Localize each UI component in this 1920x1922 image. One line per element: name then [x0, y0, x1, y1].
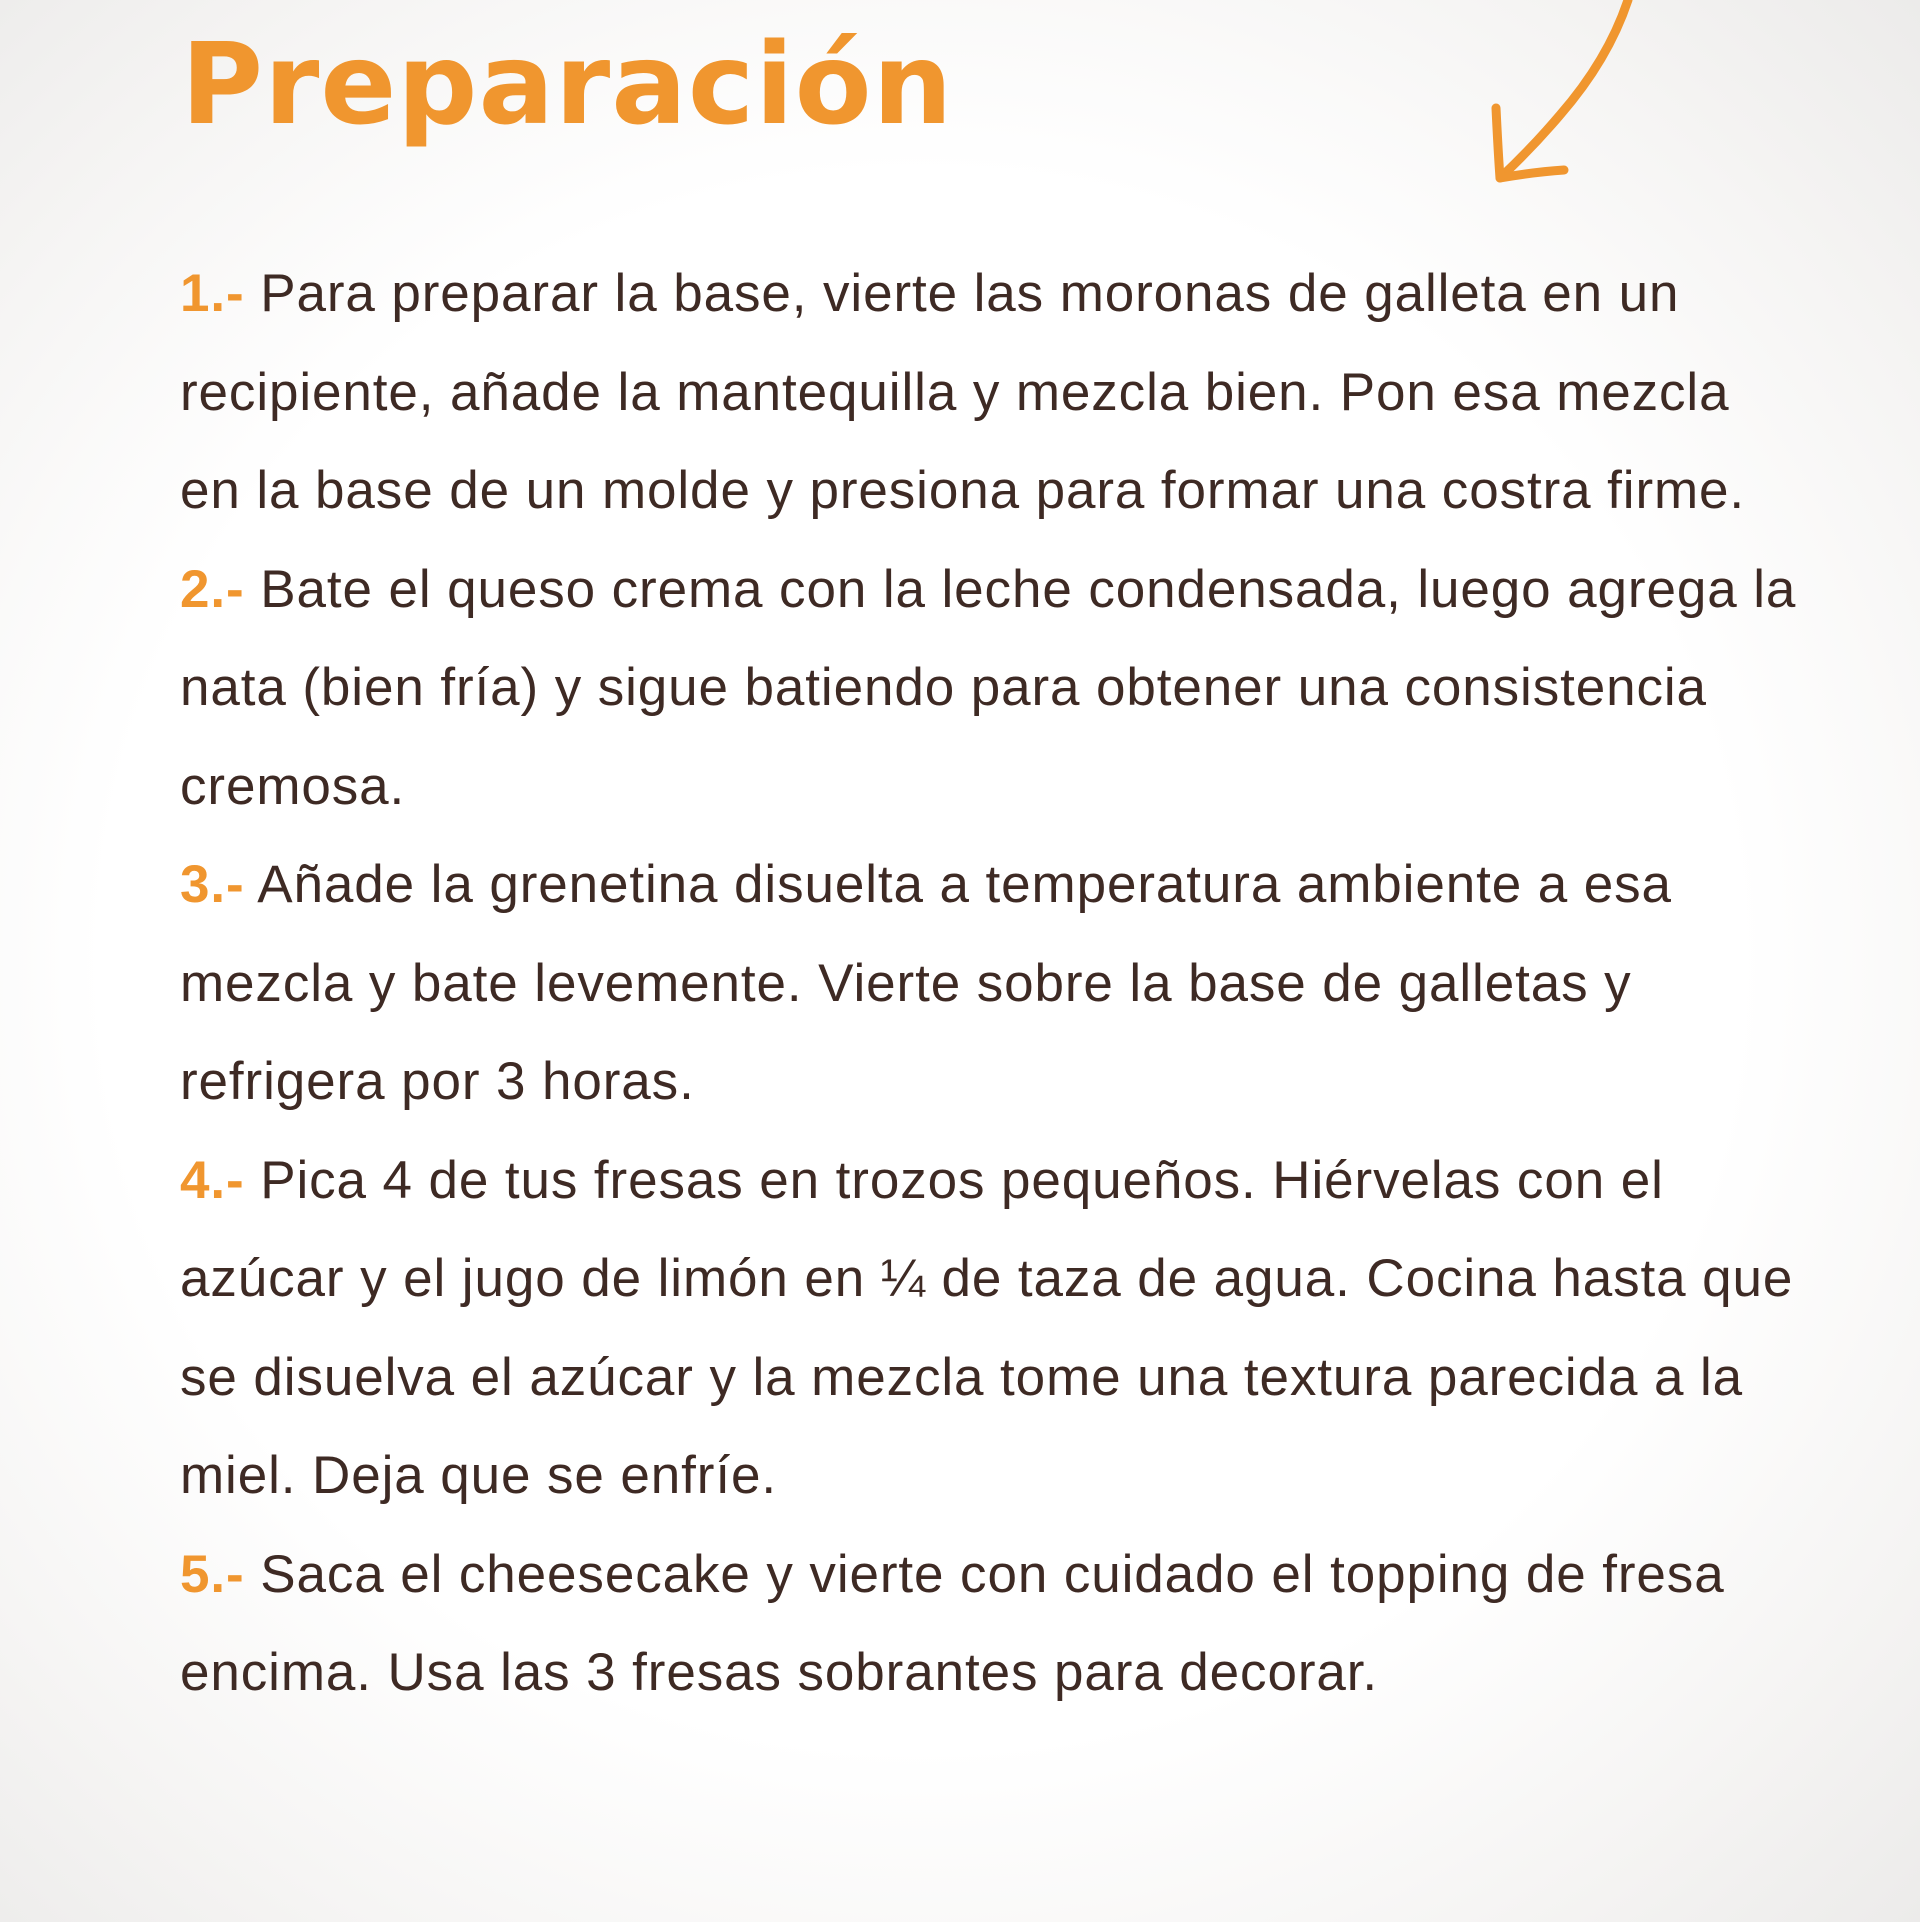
step-text: Pica 4 de tus fresas en trozos pequeños. Hiérvelas con el azúcar y el jugo de limón en ¼ de taza de agua. Cocina hasta que se disuelva el azúcar y la mezcla tome una textura parecida a la miel. Deja que se enfríe. [180, 1150, 1794, 1505]
step-1 [180, 245, 1800, 541]
step-3 [180, 836, 1800, 1132]
curved-arrow-down-left-icon [1460, 0, 1660, 200]
preparation-steps [180, 245, 1800, 1723]
step-text: Saca el cheesecake y vierte con cuidado el topping de fresa encima. Usa las 3 fresas sobrantes para decorar. [180, 1544, 1725, 1702]
step-number: 1.- [180, 264, 245, 323]
step-2 [180, 541, 1800, 837]
step-number: 5.- [180, 1544, 245, 1604]
step-4 [180, 1132, 1800, 1526]
step-5 [180, 1526, 1800, 1723]
step-text: Para preparar la base, vierte las moronas de galleta en un recipiente, añade la mantequilla y mezcla bien. Pon esa mezcla en la base de un molde y presiona para formar una costra firme. [180, 264, 1746, 520]
step-text: Añade la grenetina disuelta a temperatura ambiente a esa mezcla y bate levemente. Vierte sobre la base de galletas y refrigera por 3 horas. [180, 855, 1672, 1111]
step-number: 3.- [180, 855, 245, 914]
step-number: 2.- [180, 559, 245, 619]
step-text: Bate el queso crema con la leche condensada, luego agrega la nata (bien fría) y sigue batiendo para obtener una consistencia cremosa. [180, 559, 1797, 816]
step-number: 4.- [180, 1150, 245, 1210]
section-title: Preparación [181, 20, 954, 150]
